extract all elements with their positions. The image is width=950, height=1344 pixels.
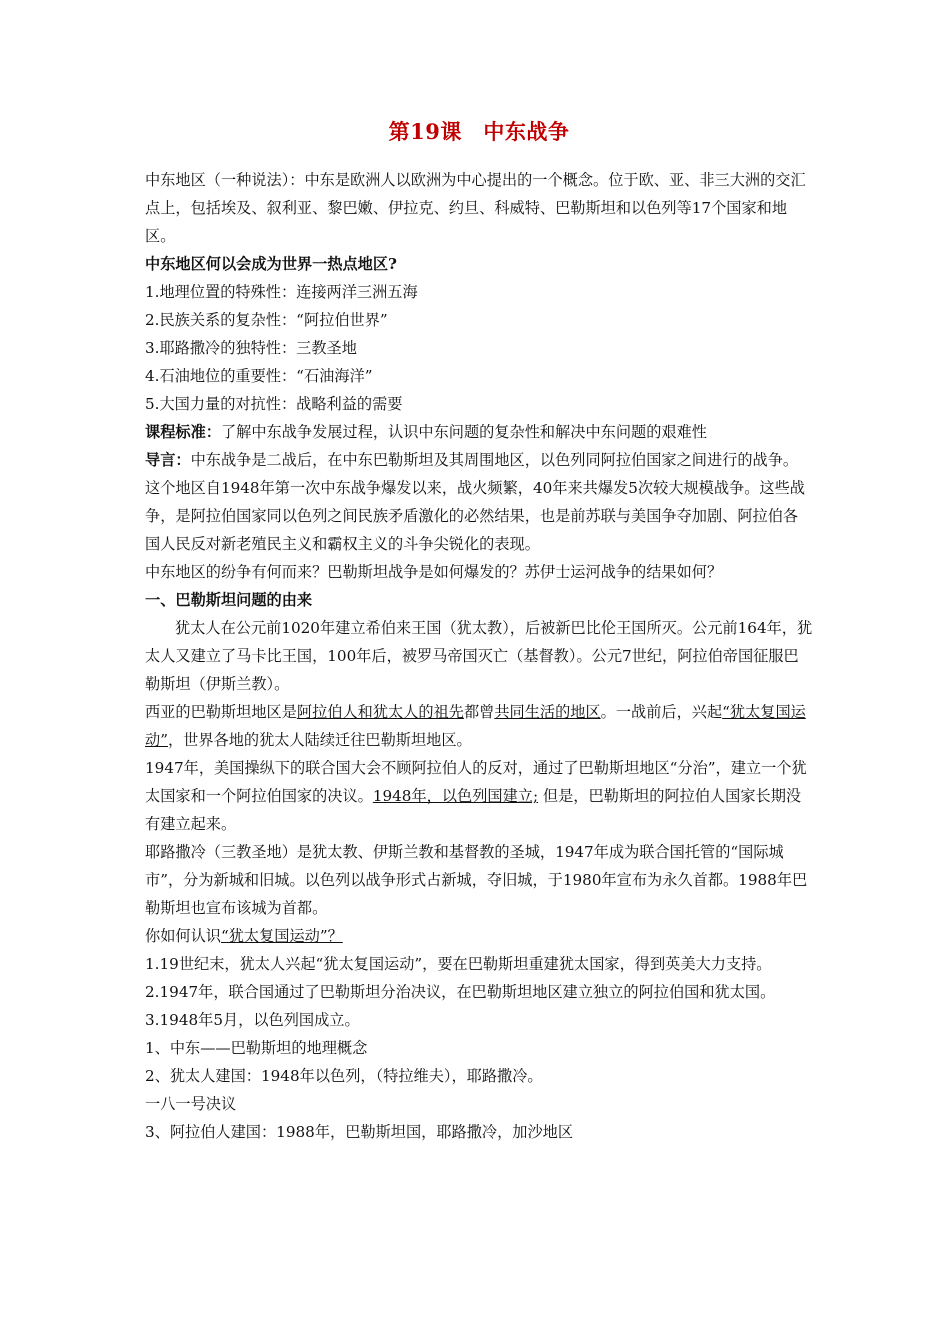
underlined-text: “犹太复国运动”？	[220, 927, 343, 945]
zionism-point-1: 1.19世纪末，犹太人兴起“犹太复国运动”，要在巴勒斯坦重建犹太国家，得到英美大力支持。	[145, 955, 772, 973]
jerusalem-paragraph: 耶路撒冷（三教圣地）是犹太教、伊斯兰教和基督教的圣城，1947年成为联合国托管的“国际城市”，分为新城和旧城。以色列以战争形式占新城，夺旧城，于1980年宣布为永久首都。1988年巴勒斯坦也宣布该城为首都。	[145, 843, 808, 917]
intro-paragraph: 中东地区（一种说法）：中东是欧洲人以欧洲为中心提出的一个概念。位于欧、亚、非三大洲的交汇点上，包括埃及、叙利亚、黎巴嫩、伊拉克、约旦、科威特、巴勒斯坦和以色列等17个国家和地区。	[145, 171, 806, 245]
hot-question-heading: 中东地区何以会成为世界一热点地区?	[145, 255, 397, 273]
zionism-point-2: 2.1947年，联合国通过了巴勒斯坦分治决议，在巴勒斯坦地区建立独立的阿拉伯国和犹太国。	[145, 983, 776, 1001]
underlined-text: 共同生活的地区	[494, 703, 601, 721]
course-standard-text: 了解中东战争发展过程，认识中东问题的复杂性和解决中东问题的艰难性	[220, 423, 707, 441]
text-run: 你如何认识	[145, 927, 221, 945]
text-run: ，世界各地的犹太人陆续迁往巴勒斯坦地区。	[167, 731, 472, 749]
underlined-text: 1948年，以色列国建立;	[372, 787, 539, 805]
hot-point-5: 5.大国力量的对抗性：战略利益的需要	[145, 395, 403, 413]
document-page	[145, 118, 813, 1146]
underlined-text: 阿拉伯人和犹太人的祖先	[296, 703, 464, 721]
hot-point-2: 2.民族关系的复杂性：“阿拉伯世界”	[145, 311, 388, 329]
underlined-text: “犹太复国运动”	[145, 703, 806, 749]
hot-point-3: 3.耶路撒冷的独特性：三教圣地	[145, 339, 357, 357]
zionism-point-3: 3.1948年5月，以色列国成立。	[145, 1011, 360, 1029]
guide-label: 导言：	[145, 451, 191, 469]
guide-text: 中东战争是二战后，在中东巴勒斯坦及其周围地区，以色列同阿拉伯国家之间进行的战争。这个地区自1948年第一次中东战争爆发以来，战火频繁，40年来共爆发5次较大规模战争。这些战争，是阿拉伯国家同以色列之间民族矛盾激化的必然结果，也是前苏联与美国争夺加剧、阿拉伯各国人民反对新老殖民主义和霸权主义的斗争尖锐化的表现。	[145, 451, 805, 553]
history-paragraph: 犹太人在公元前1020年建立希伯来王国（犹太教），后被新巴比伦王国所灭。公元前164年，犹太人又建立了马卡比王国，100年后，被罗马帝国灭亡（基督教）。公元7世纪，阿拉伯帝国征服巴勒斯坦（伊斯兰教）。	[145, 619, 813, 693]
hot-point-1: 1.地理位置的特殊性：连接两洋三洲五海	[145, 283, 418, 301]
west-asia-paragraph	[145, 698, 813, 754]
guide-paragraph	[145, 446, 813, 558]
summary-line-2: 2、犹太人建国：1948年以色列，（特拉维夫），耶路撒冷。	[145, 1067, 543, 1085]
summary-line-1: 1、中东——巴勒斯坦的地理概念	[145, 1039, 368, 1057]
text-run: 1947年，美国操纵下的联合国大会不顾阿拉伯人的反对，通过了巴勒斯坦地区“分治”，建立一个犹太国家和一个阿拉伯国家的决议。	[145, 759, 807, 805]
zionism-question	[145, 922, 813, 950]
section-heading: 一、巴勒斯坦问题的由来	[145, 591, 313, 609]
text-run: 但是，巴勒斯坦的阿拉伯人国家长期没有建立起来。	[145, 787, 802, 833]
partition-paragraph	[145, 754, 813, 838]
summary-line-4: 3、阿拉伯人建国：1988年，巴勒斯坦国，耶路撒冷，加沙地区	[145, 1123, 574, 1141]
text-run: 都曾	[463, 703, 495, 721]
summary-line-3: 一八一号决议	[145, 1095, 237, 1113]
questions-line: 中东地区的纷争有何而来？巴勒斯坦战争是如何爆发的？苏伊士运河战争的结果如何？	[145, 563, 723, 581]
hot-point-4: 4.石油地位的重要性：“石油海洋”	[145, 367, 373, 385]
text-run: 。一战前后，兴起	[600, 703, 723, 721]
page-title: 第19课 中东战争	[388, 119, 570, 144]
course-standard	[145, 418, 813, 446]
text-run: 西亚的巴勒斯坦地区是	[145, 703, 297, 721]
course-standard-label: 课程标准：	[145, 423, 221, 441]
